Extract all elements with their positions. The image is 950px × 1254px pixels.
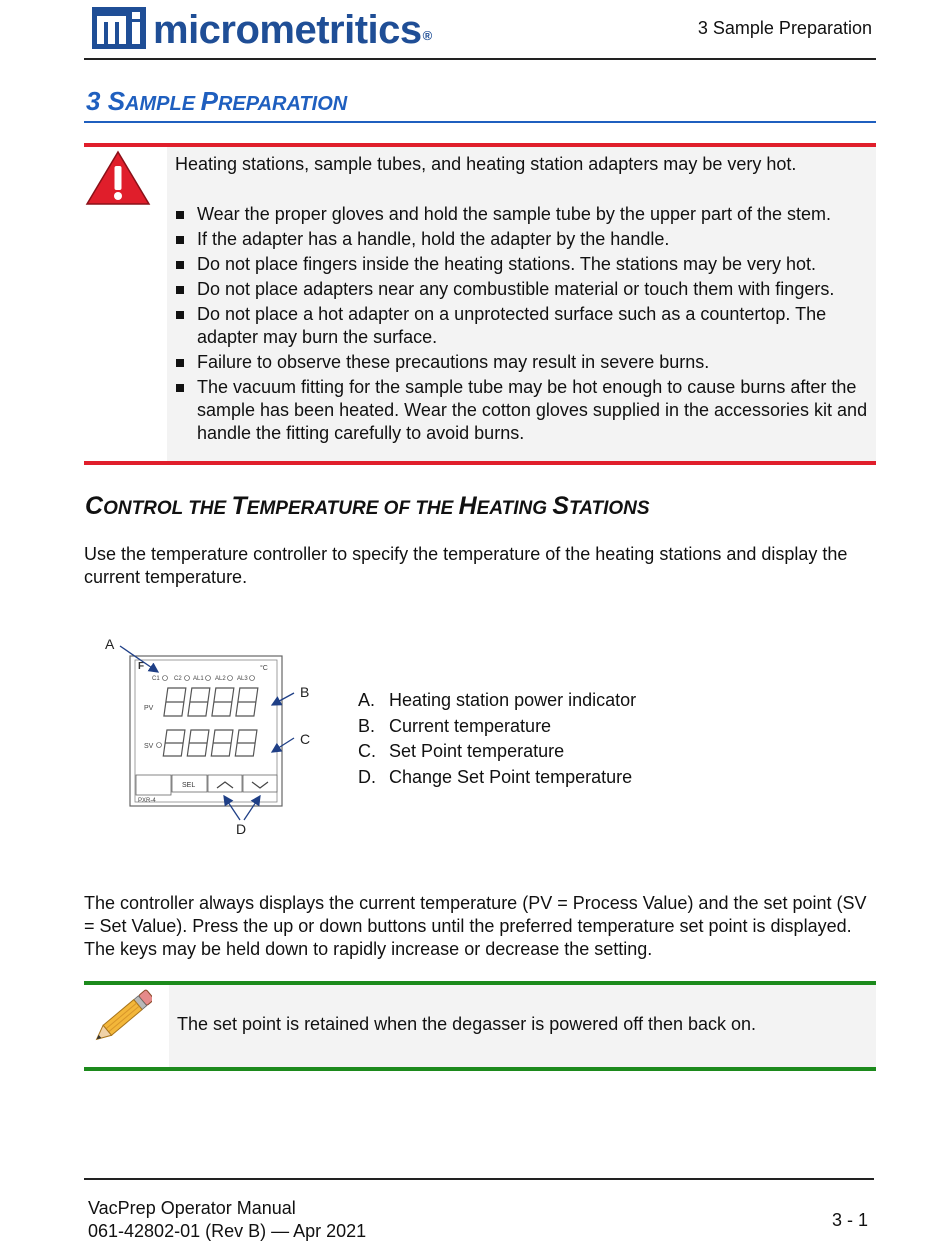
note-bottom-rule	[84, 1067, 876, 1071]
note-top-rule	[84, 981, 876, 985]
pencil-icon	[88, 984, 152, 1054]
footer-rule	[84, 1178, 874, 1180]
callout-c: C	[300, 731, 311, 747]
indicator-label: AL1	[193, 676, 204, 682]
footer-doc-number: 061-42802-01 (Rev B) — Apr 2021	[88, 1221, 367, 1241]
indicator-label: AL3	[237, 676, 248, 682]
footer-manual: VacPrep Operator Manual	[88, 1198, 296, 1218]
chapter-title: 3 SAMPLE PREPARATION	[86, 86, 348, 116]
sel-label: SEL	[182, 782, 196, 789]
indicator-label: C2	[174, 676, 182, 682]
up-button-figure	[208, 775, 242, 792]
indicator-label: AL2	[215, 676, 226, 682]
figure-legend	[358, 688, 636, 790]
bullet-icon	[176, 359, 184, 367]
temperature-controller-figure	[100, 630, 330, 840]
bullet-icon	[176, 261, 184, 269]
legend-item: A. Heating station power indicator	[358, 690, 637, 710]
list-item: Failure to observe these precautions may result in severe burns.	[175, 351, 870, 374]
unit-label: °C	[260, 665, 268, 672]
warning-list	[175, 203, 870, 447]
explanation-paragraph: The controller always displays the current temperature (PV = Process Value) and the set point (SV = Set Value). Press the up or down buttons until the preferred temperature set point is displayed. The keys may be held down to rapidly increase or decrease the setting.	[84, 893, 867, 959]
list-item: If the adapter has a handle, hold the adapter by the handle.	[175, 228, 870, 251]
pv-label: PV	[144, 705, 154, 712]
callout-d: D	[236, 821, 247, 837]
legend-item: B. Current temperature	[358, 715, 552, 736]
list-item: Do not place fingers inside the heating stations. The stations may be very hot.	[175, 253, 870, 276]
warning-top-rule	[84, 143, 876, 147]
model-label: PXR-4	[138, 798, 156, 804]
svg-text:F: F	[138, 661, 145, 672]
micromeritics-logo-icon	[92, 7, 146, 49]
list-item: Do not place adapters near any combustible material or touch them with fingers.	[175, 278, 870, 301]
legend-item: C. Set Point temperature	[358, 741, 565, 761]
indicator-label: C1	[152, 676, 160, 682]
warning-triangle-icon	[85, 150, 151, 206]
chapter-rule	[84, 121, 876, 123]
note-text: The set point is retained when the degasser is powered off then back on.	[177, 1014, 757, 1034]
list-item: Do not place a hot adapter on a unprotected surface such as a countertop. The adapter may burn the surface.	[175, 303, 870, 349]
section-title: CONTROL THE TEMPERATURE OF THE HEATING STATIONS	[85, 492, 650, 520]
sv-label: SV	[144, 743, 154, 750]
bullet-icon	[176, 236, 184, 244]
bullet-icon	[176, 211, 184, 219]
callout-b: B	[300, 684, 310, 700]
legend-item: D. Change Set Point temperature	[358, 766, 633, 787]
warning-intro: Heating stations, sample tubes, and heating station adapters may be very hot.	[175, 154, 797, 174]
header-rule	[84, 58, 876, 60]
bullet-icon	[176, 384, 184, 392]
page-number: 3 - 1	[831, 1210, 868, 1230]
bullet-icon	[176, 286, 184, 294]
down-button-figure	[243, 775, 277, 792]
warning-bottom-rule	[84, 461, 876, 465]
brand-name: micrometritics®	[153, 8, 432, 52]
intro-paragraph: Use the temperature controller to specify the temperature of the heating stations and display the current temperature.	[84, 544, 848, 587]
callout-a: A	[105, 636, 115, 652]
list-item: Wear the proper gloves and hold the sample tube by the upper part of the stem.	[175, 203, 870, 226]
bullet-icon	[176, 311, 184, 319]
header-chapter: 3 Sample Preparation	[697, 18, 872, 38]
list-item: The vacuum fitting for the sample tube may be hot enough to cause burns after the sample has been heated. Wear the cotton gloves supplied in the accessories kit and handle the fitting carefully to avoid burns.	[175, 376, 870, 445]
